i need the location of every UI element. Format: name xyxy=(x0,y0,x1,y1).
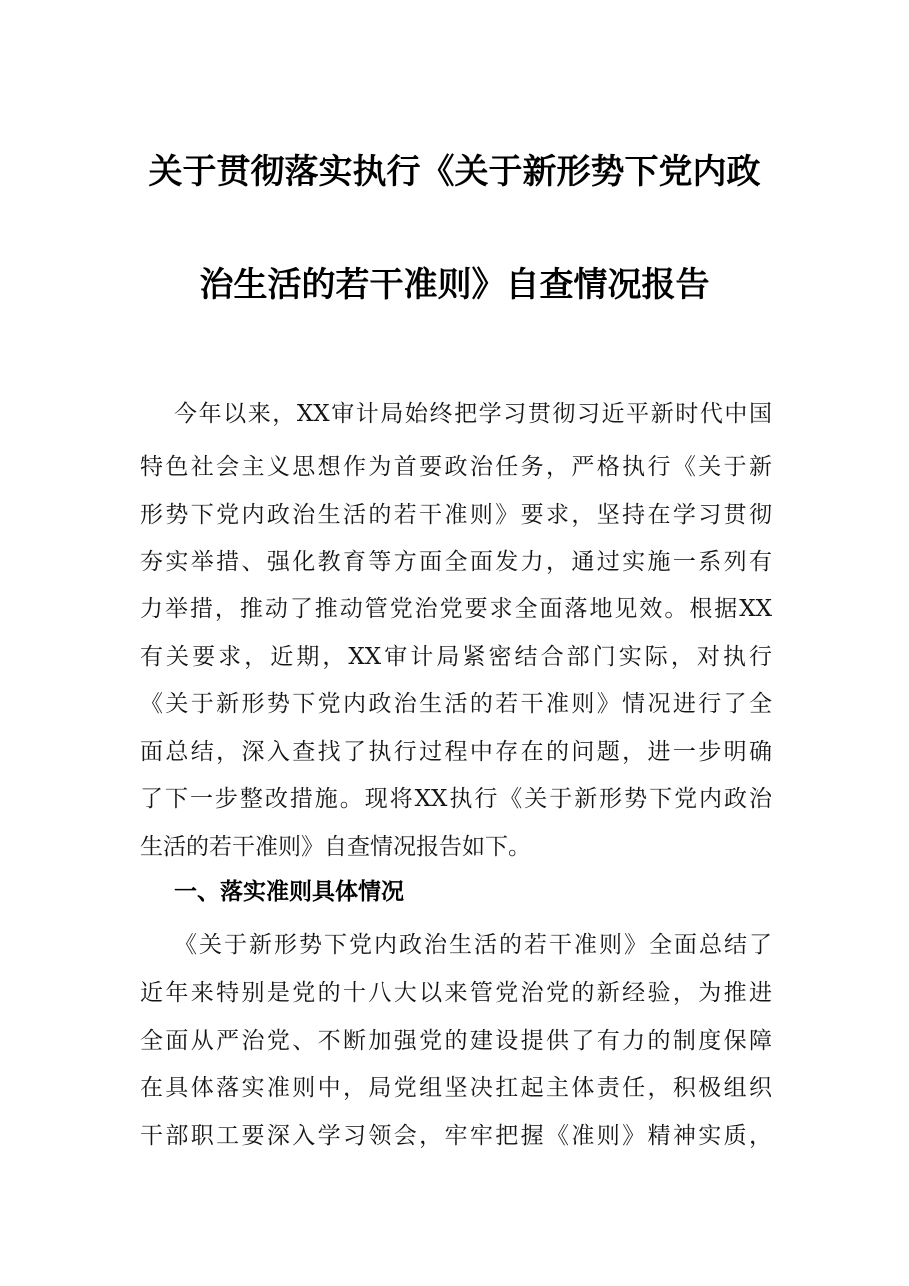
paragraph-1-line-5: 力举措，推动了推动管党治党要求全面落地见效。根据XX xyxy=(140,596,772,622)
document-title-line-1: 关于贯彻落实执行《关于新形势下党内政 xyxy=(148,152,761,192)
section-1-heading: 一、落实准则具体情况 xyxy=(174,879,404,905)
paragraph-2-line-4: 在具体落实准则中，局党组坚决扛起主体责任，积极组织 xyxy=(140,1075,772,1101)
paragraph-1-line-9: 了下一步整改措施。现将XX执行《关于新形势下党内政治 xyxy=(140,786,772,812)
paragraph-1-line-8: 面总结，深入查找了执行过程中存在的问题，进一步明确 xyxy=(140,739,772,765)
paragraph-2-line-5: 干部职工要深入学习领会，牢牢把握《准则》精神实质， xyxy=(140,1123,772,1149)
paragraph-1-line-2: 特色社会主义思想作为首要政治任务，严格执行《关于新 xyxy=(140,454,772,480)
paragraph-1-line-3: 形势下党内政治生活的若干准则》要求，坚持在学习贯彻 xyxy=(140,502,772,528)
paragraph-1-line-7: 《关于新形势下党内政治生活的若干准则》情况进行了全 xyxy=(140,691,772,717)
paragraph-1-line-4: 夯实举措、强化教育等方面全面发力，通过实施一系列有 xyxy=(140,549,772,575)
paragraph-2-line-3: 全面从严治党、不断加强党的建设提供了有力的制度保障 xyxy=(140,1028,772,1054)
paragraph-2-line-1: 《关于新形势下党内政治生活的若干准则》全面总结了 xyxy=(174,932,772,958)
paragraph-1-line-10: 生活的若干准则》自查情况报告如下。 xyxy=(140,834,531,860)
document-title-line-2: 治生活的若干准则》自查情况报告 xyxy=(199,265,710,305)
paragraph-1-line-6: 有关要求，近期，XX审计局紧密结合部门实际，对执行 xyxy=(140,644,772,670)
paragraph-1-line-1: 今年以来，XX审计局始终把学习贯彻习近平新时代中国 xyxy=(174,401,772,427)
paragraph-2-line-2: 近年来特别是党的十八大以来管党治党的新经验，为推进 xyxy=(140,980,772,1006)
